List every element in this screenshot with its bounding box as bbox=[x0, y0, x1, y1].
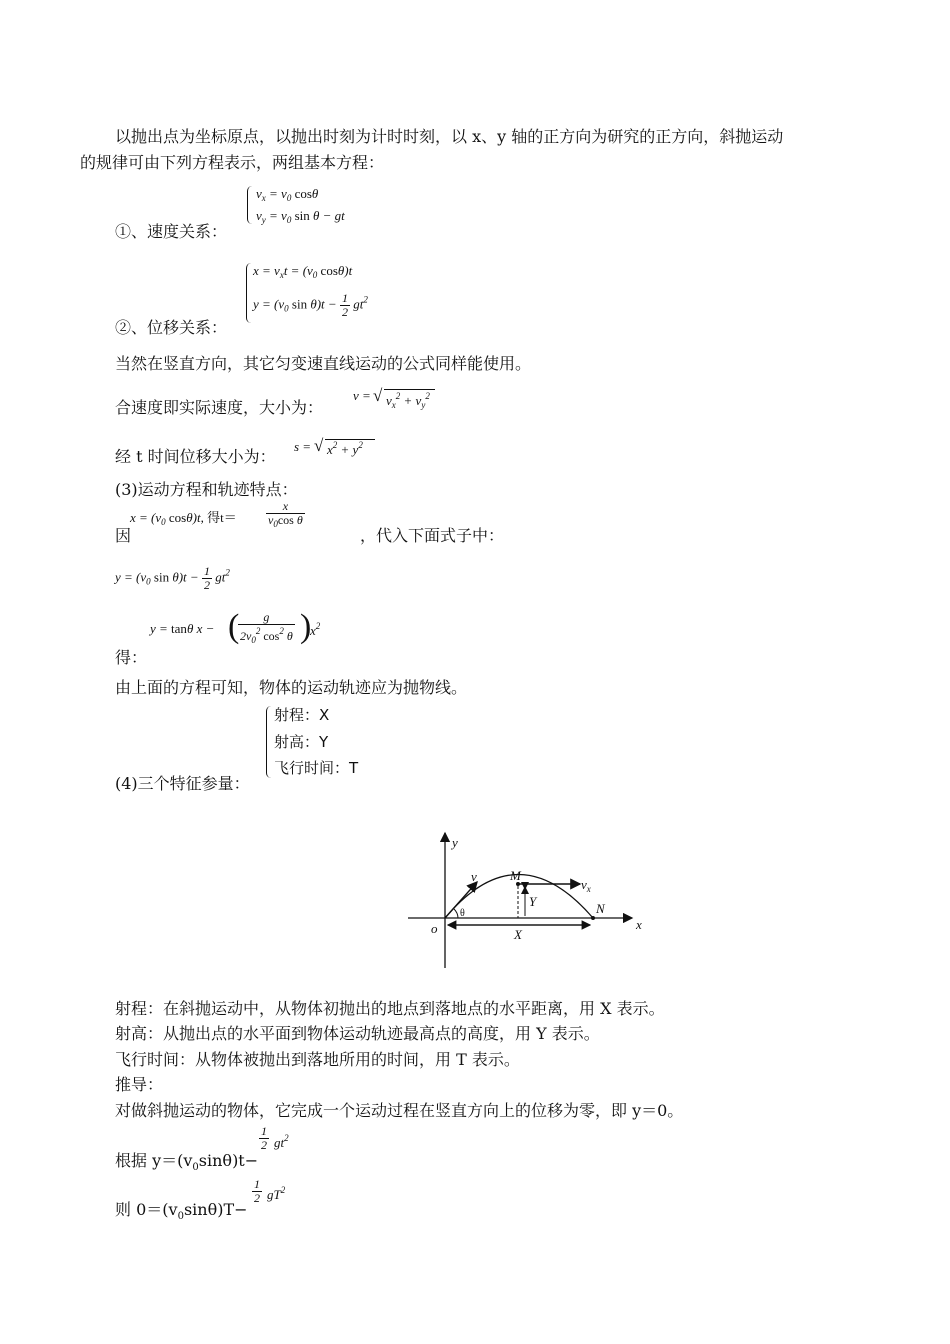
projectile-diagram bbox=[400, 825, 660, 975]
definition-height: 射高：从抛出点的水平面到物体运动轨迹最高点的高度，用 Y 表示。 bbox=[115, 1024, 600, 1043]
displacement-size-label: 经 t 时间位移大小为： bbox=[115, 447, 276, 466]
left-brace bbox=[246, 263, 253, 323]
section3-get: 得： bbox=[115, 648, 148, 667]
label-o: o bbox=[431, 921, 438, 936]
label-y: y bbox=[452, 835, 458, 850]
velocity-eq-1: $v_x = v_0$ cosθ bbox=[256, 186, 319, 203]
param-range: 射程：X bbox=[274, 706, 330, 724]
label-Y: Y bbox=[529, 894, 537, 909]
intro-line-1: 以抛出点为坐标原点，以抛出时刻为计时时刻，以 x、y 轴的正方向为研究的正方向，斜抛运动 bbox=[115, 127, 784, 146]
point-N bbox=[591, 916, 595, 920]
label-M: M bbox=[510, 868, 521, 883]
param-height: 射高：Y bbox=[274, 733, 329, 751]
velocity-eq-2: $v_y = v_0$ sin θ − gt bbox=[256, 208, 345, 225]
section3-heading: (3)运动方程和轨迹特点： bbox=[115, 480, 298, 499]
theta-arc bbox=[454, 909, 458, 918]
label-x: x bbox=[636, 917, 642, 932]
derivation-statement: 对做斜抛运动的物体，它完成一个运动过程在竖直方向上的位移为零，即 y＝0。 bbox=[115, 1101, 684, 1120]
label-v: v bbox=[471, 869, 477, 884]
label-vx: $v_x$ bbox=[581, 877, 591, 894]
left-brace bbox=[266, 706, 273, 778]
derivation-heading: 推导： bbox=[115, 1075, 164, 1094]
note-vertical: 当然在竖直方向，其它匀变速直线运动的公式同样能使用。 bbox=[115, 354, 532, 373]
intro-line-2: 的规律可由下列方程表示，两组基本方程： bbox=[80, 153, 385, 172]
eq-y: $y = (v_0$ sin θ)t − $\frac{1}{2}$ $gt^2$ bbox=[115, 564, 230, 592]
displacement-eq-1: $x = v_xt = (v_0$ cosθ)t bbox=[253, 263, 353, 280]
label-N: N bbox=[596, 901, 605, 916]
definition-range: 射程：在斜抛运动中，从物体初抛出的地点到落地点的水平距离，用 X 表示。 bbox=[115, 999, 665, 1018]
left-brace bbox=[247, 186, 254, 224]
section3-conclusion: 由上面的方程可知，物体的运动轨迹应为抛物线。 bbox=[115, 678, 468, 697]
section3-because: 因 bbox=[115, 526, 132, 545]
label-theta: θ bbox=[460, 908, 465, 919]
label-X: X bbox=[514, 927, 522, 942]
definition-time: 飞行时间：从物体被抛出到落地所用的时间，用 T 表示。 bbox=[115, 1050, 520, 1069]
velocity-label: ①、速度关系： bbox=[115, 222, 228, 241]
displacement-label: ②、位移关系： bbox=[115, 318, 228, 337]
section3-substitute: ，代入下面式子中： bbox=[360, 526, 505, 545]
param-time: 飞行时间：T bbox=[274, 759, 359, 777]
displacement-eq-2: $y = (v_0$ sin θ)t − $\frac{1}{2}$ $gt^2$ bbox=[253, 291, 368, 319]
section4-heading: (4)三个特征参量： bbox=[115, 774, 250, 793]
resultant-velocity-label: 合速度即实际速度，大小为： bbox=[115, 398, 324, 417]
